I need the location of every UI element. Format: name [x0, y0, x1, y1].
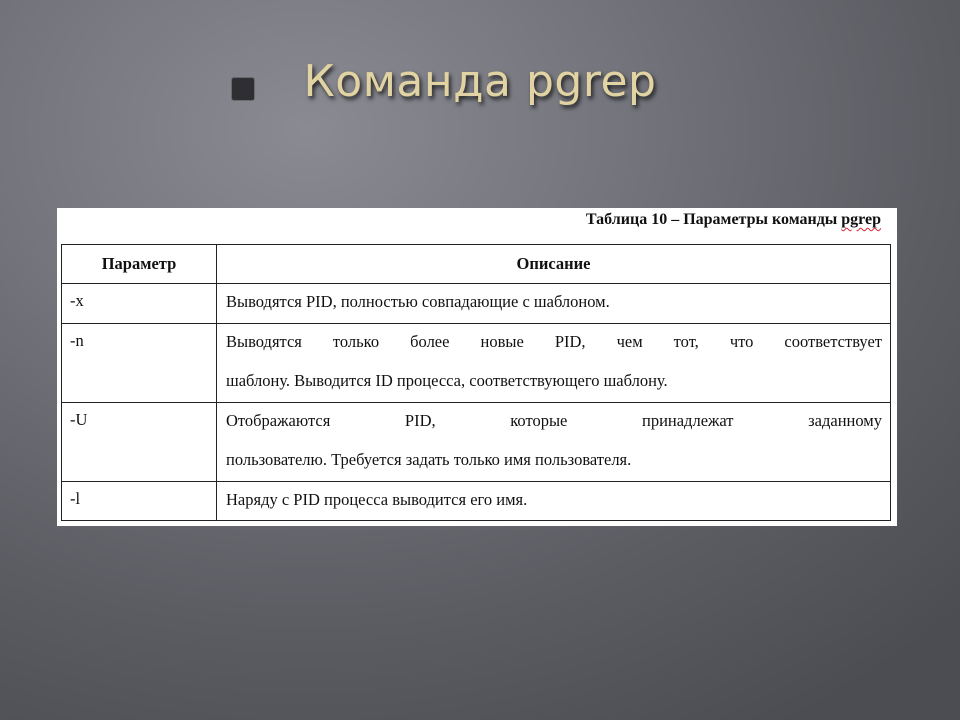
desc-line: Отображаются PID, которые принадлежат заданному [226, 411, 882, 430]
table-caption-command: pgrep [841, 211, 881, 228]
desc-cell [217, 284, 891, 324]
header-param: Параметр [62, 245, 217, 284]
desc-cell [217, 403, 891, 482]
desc-line: Выводятся PID, полностью совпадающие с шаблоном. [226, 292, 610, 311]
table-row [62, 403, 891, 482]
header-desc: Описание [217, 245, 891, 284]
table-row [62, 482, 891, 521]
table-caption [586, 208, 881, 232]
table-row [62, 324, 891, 403]
desc-cell [217, 482, 891, 521]
desc-line: Наряду с PID процесса выводится его имя. [226, 490, 528, 509]
table-header-row [62, 245, 891, 284]
param-cell: -U [62, 403, 217, 482]
table-figure [57, 208, 897, 526]
table-caption-prefix: Таблица 10 – Параметры команды [585, 211, 842, 228]
desc-line: Выводятся только более новые PID, чем тот, что соответствует [226, 332, 882, 351]
desc-line: шаблону. Выводится ID процесса, соответствующего шаблону. [226, 371, 668, 390]
param-cell: -l [62, 482, 217, 521]
param-cell: -n [62, 324, 217, 403]
slide-title: Команда pgrep [303, 56, 657, 107]
desc-line: пользователю. Требуется задать только имя пользователя. [226, 450, 632, 469]
table-row [62, 284, 891, 324]
parameters-table [61, 244, 891, 521]
desc-cell [217, 324, 891, 403]
param-cell: -x [62, 284, 217, 324]
